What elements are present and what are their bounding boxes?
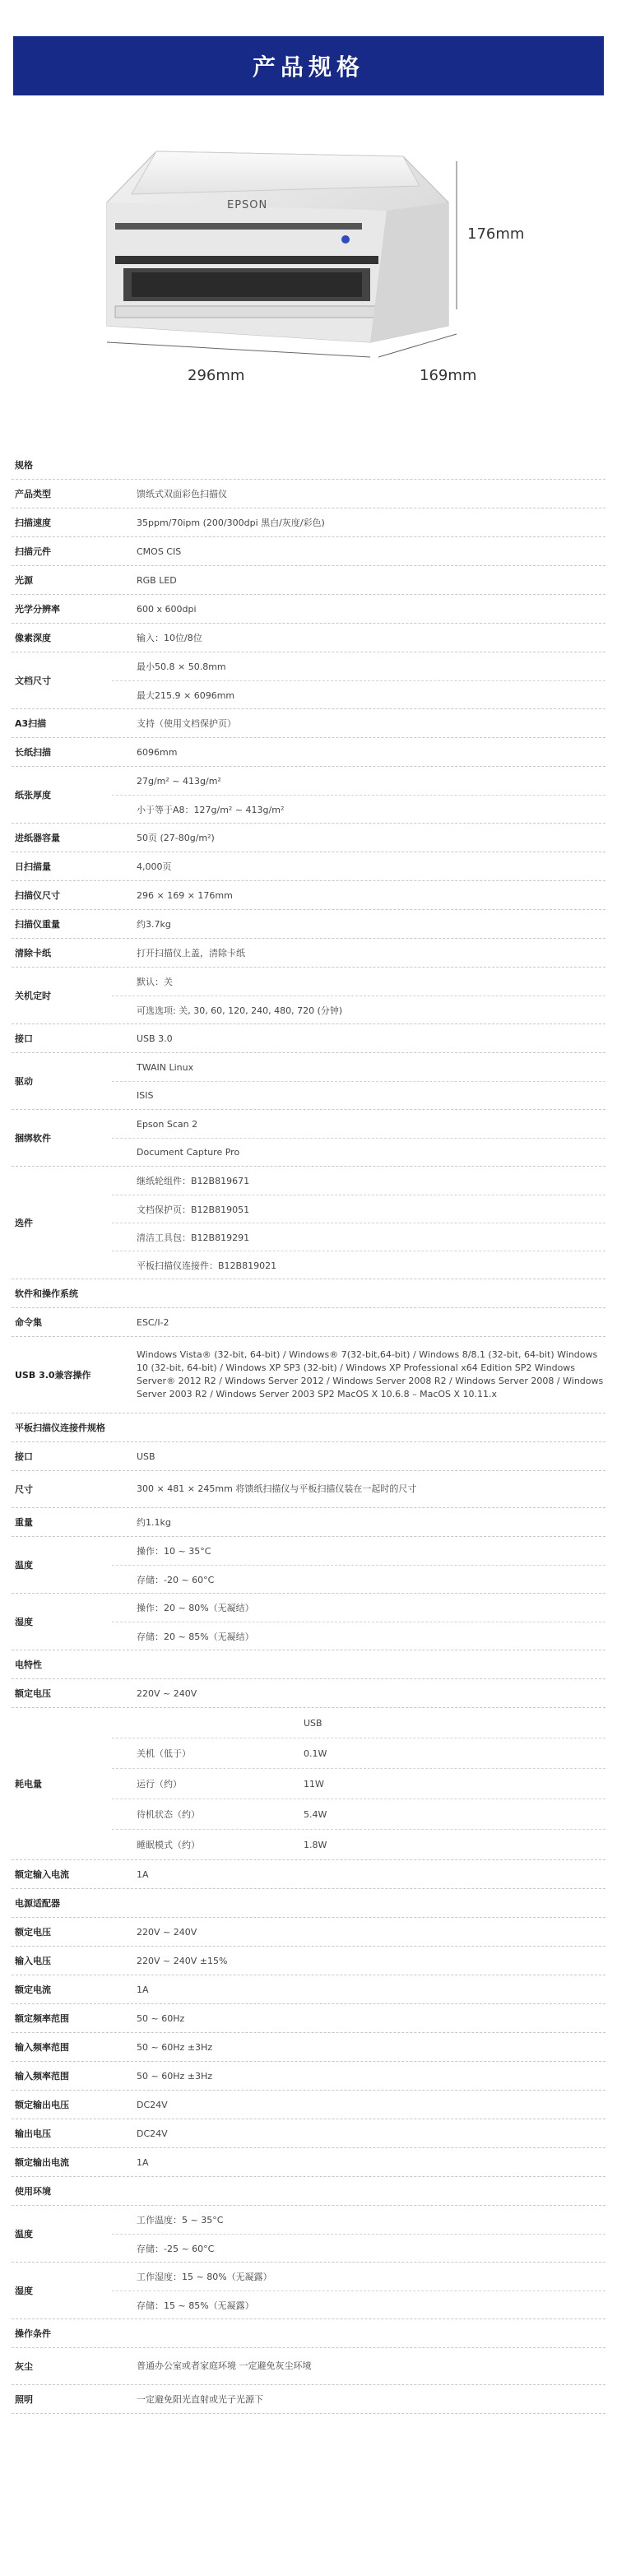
spec-values [112, 1471, 605, 1507]
spec-value: 普通办公室或者家庭环境 一定避免灰尘环境 [137, 2360, 312, 2371]
spec-values [112, 1860, 605, 1888]
spec-values [112, 1594, 605, 1650]
section-title: 使用环境 [12, 2177, 605, 2206]
power-table-header [112, 1708, 605, 1738]
spec-values [112, 1975, 605, 2003]
spec-row [12, 1053, 605, 1110]
spec-row [12, 1337, 605, 1413]
spec-values [112, 968, 605, 1023]
spec-row [12, 910, 605, 939]
spec-value: Windows Vista® (32-bit, 64-bit) / Windows® 7(32-bit,64-bit) / Windows 8/8.1 (32-bit, 64-bit) Windows 10 (32-bit, 64-bit) / Windows XP SP3 (32-bit) / Windows XP Professional x64 Edition SP2 Windows Server® 2012 R2 / Windows Server 2012 / Windows Server 2008 R2 / Windows Server 2008 / Windows Server 2003 R2 / Windows Server 2003 SP2 MacOS X 10.6.8 – MacOS X 10.11.x [137, 1349, 604, 1399]
spec-value: 220V ~ 240V ±15% [137, 1955, 228, 1966]
spec-values [112, 1167, 605, 1279]
spec-row [12, 1308, 605, 1337]
spec-label: 像素深度 [15, 633, 51, 643]
spec-label: 文档尺寸 [15, 675, 51, 686]
spec-value: 1A [137, 1868, 149, 1880]
spec-values [112, 508, 605, 536]
spec-values [112, 1110, 605, 1166]
spec-row [12, 2206, 605, 2263]
spec-label: 产品类型 [15, 489, 51, 499]
spec-value: 存储：-20 ~ 60°C [112, 1565, 605, 1593]
spec-label: 额定电压 [15, 1927, 51, 1938]
spec-label: 驱动 [15, 1076, 33, 1087]
spec-value: 27g/m² ~ 413g/m² [137, 775, 221, 787]
spec-row [12, 767, 605, 824]
power-mode: 睡眠模式（约） [137, 1840, 200, 1850]
spec-value: 50 ~ 60Hz ±3Hz [137, 2070, 213, 2082]
product-image [0, 95, 617, 418]
spec-value: 6096mm [137, 746, 178, 758]
spec-label: 输入电压 [15, 1956, 51, 1966]
spec-row [12, 881, 605, 910]
spec-value: 35ppm/70ipm (200/300dpi 黑白/灰度/彩色) [137, 518, 325, 528]
spec-values [112, 1918, 605, 1946]
spec-values [112, 2004, 605, 2032]
spec-value: 最小50.8 × 50.8mm [137, 661, 226, 672]
spec-row [12, 1471, 605, 1508]
spec-values [112, 652, 605, 708]
spec-row [12, 1679, 605, 1708]
spec-value: 50 ~ 60Hz ±3Hz [137, 2041, 213, 2053]
spec-label: 纸张厚度 [15, 790, 51, 801]
spec-value: 1A [137, 2156, 149, 2168]
spec-label: 清除卡纸 [15, 948, 51, 958]
spec-values [112, 2206, 605, 2262]
spec-value: 文档保护页：B12B819051 [112, 1195, 605, 1223]
spec-value: Epson Scan 2 [137, 1118, 198, 1130]
spec-value: 打开扫描仪上盖，清除卡纸 [137, 948, 245, 958]
spec-row [12, 480, 605, 508]
spec-value: DC24V [137, 2128, 168, 2139]
spec-label: 重量 [15, 1517, 33, 1528]
spec-row [12, 939, 605, 968]
spec-label: 光学分辨率 [15, 604, 60, 615]
spec-label: USB 3.0兼容操作 [15, 1370, 91, 1381]
spec-values [112, 881, 605, 909]
section-title: 平板扫描仪连接件规格 [12, 1413, 605, 1442]
spec-value: 约3.7kg [137, 919, 171, 930]
spec-label: 日扫描量 [15, 861, 51, 872]
spec-label: 扫描速度 [15, 518, 51, 528]
spec-label: 额定频率范围 [15, 2013, 69, 2024]
spec-values [112, 480, 605, 508]
spec-values [112, 1947, 605, 1975]
spec-value: 50页 (27-80g/m²) [137, 833, 215, 843]
spec-value: TWAIN Linux [137, 1061, 194, 1073]
power-value: 5.4W [304, 1808, 327, 1820]
scanner-illustration [0, 95, 617, 418]
spec-row [12, 1708, 605, 1860]
spec-values [112, 910, 605, 938]
spec-row [12, 1508, 605, 1537]
spec-value: 一定避免阳光直射或光子光源下 [137, 2394, 263, 2405]
spec-row [12, 852, 605, 881]
spec-values [112, 1053, 605, 1109]
spec-value: 平板扫描仪连接件：B12B819021 [112, 1251, 605, 1279]
spec-label: 接口 [15, 1451, 33, 1462]
spec-values [112, 1442, 605, 1470]
spec-values [112, 595, 605, 623]
brand-logo: EPSON [227, 199, 268, 211]
spec-row [12, 1860, 605, 1889]
spec-values [112, 2263, 605, 2318]
spec-value: 馈纸式双面彩色扫描仪 [137, 489, 227, 499]
spec-label: 耗电量 [15, 1779, 42, 1789]
spec-value: RGB LED [137, 574, 177, 586]
power-table-column: USB [304, 1717, 322, 1729]
spec-value: 存储：-25 ~ 60°C [112, 2234, 605, 2262]
spec-label: 湿度 [15, 1617, 33, 1627]
spec-value: 最大215.9 × 6096mm [112, 680, 605, 708]
spec-label: 尺寸 [15, 1484, 33, 1495]
spec-value: 清洁工具包：B12B819291 [112, 1223, 605, 1251]
spec-row [12, 508, 605, 537]
spec-label: 额定输出电压 [15, 2100, 69, 2110]
spec-label: 额定输入电流 [15, 1869, 69, 1880]
section-title: 电源适配器 [12, 1889, 605, 1918]
spec-values [112, 2091, 605, 2119]
spec-values [112, 709, 605, 737]
spec-values [112, 624, 605, 652]
spec-label: 扫描仪尺寸 [15, 890, 60, 901]
spec-value: CMOS CIS [137, 545, 182, 557]
spec-values [112, 2348, 605, 2384]
spec-row [12, 2263, 605, 2319]
power-mode: 关机（低于） [137, 1748, 191, 1759]
spec-value: 存储：20 ~ 85%（无凝结） [112, 1622, 605, 1650]
spec-values [112, 852, 605, 880]
spec-value: 工作温度：5 ~ 35°C [137, 2215, 224, 2226]
spec-value: 小于等于A8：127g/m² ~ 413g/m² [112, 795, 605, 823]
spec-value: USB [137, 1450, 155, 1462]
power-table-row [112, 1799, 605, 1829]
section-title: 规格 [12, 451, 605, 480]
spec-values [112, 1308, 605, 1336]
spec-value: 300 × 481 × 245mm 将馈纸扫描仪与平板扫描仪装在一起时的尺寸 [137, 1483, 417, 1494]
spec-row [12, 1918, 605, 1947]
spec-row [12, 537, 605, 566]
spec-row [12, 2385, 605, 2414]
spec-value: 工作湿度：15 ~ 80%（无凝露） [137, 2272, 272, 2282]
spec-row [12, 595, 605, 624]
spec-label: 光源 [15, 575, 33, 586]
spec-label: 进纸器容量 [15, 833, 60, 843]
power-value: 11W [304, 1778, 324, 1789]
width-dimension: 296mm [188, 367, 245, 384]
spec-value: 约1.1kg [137, 1517, 171, 1528]
spec-label: 温度 [15, 1560, 33, 1571]
spec-value: 继纸轮组件：B12B819671 [137, 1176, 250, 1186]
depth-dimension: 169mm [420, 367, 477, 384]
spec-label: 选件 [15, 1218, 33, 1228]
spec-row [12, 1537, 605, 1594]
spec-row [12, 824, 605, 852]
spec-values [112, 566, 605, 594]
spec-value: 支持（使用文档保护页） [137, 718, 236, 729]
spec-values [112, 1708, 605, 1859]
spec-label: 输入频率范围 [15, 2042, 69, 2053]
spec-label: 额定电压 [15, 1688, 51, 1699]
spec-row [12, 2033, 605, 2062]
spec-row [12, 2062, 605, 2091]
spec-value: 存储：15 ~ 85%（无凝露） [112, 2291, 605, 2318]
spec-values [112, 2062, 605, 2090]
spec-values [112, 2119, 605, 2147]
spec-values [112, 1337, 605, 1413]
power-mode: 待机状态（约） [137, 1809, 200, 1820]
spec-value: ESC/I-2 [137, 1316, 169, 1328]
section-title: 软件和操作系统 [12, 1279, 605, 1308]
spec-row [12, 624, 605, 652]
spec-value: USB 3.0 [137, 1033, 173, 1044]
height-dimension: 176mm [467, 225, 525, 243]
power-value: 1.8W [304, 1839, 327, 1850]
section-title: 操作条件 [12, 2319, 605, 2348]
spec-value: 296 × 169 × 176mm [137, 889, 233, 901]
spec-value: 220V ~ 240V [137, 1926, 197, 1938]
spec-row [12, 2119, 605, 2148]
power-value: 0.1W [304, 1748, 327, 1759]
spec-row [12, 968, 605, 1024]
spec-label: 接口 [15, 1033, 33, 1044]
spec-label: 温度 [15, 2229, 33, 2239]
page-title-banner [13, 36, 604, 95]
spec-values [112, 1508, 605, 1536]
spec-row [12, 566, 605, 595]
spec-label: 照明 [15, 2394, 33, 2405]
spec-label: 额定电流 [15, 1984, 51, 1995]
spec-row [12, 1442, 605, 1471]
spec-row [12, 709, 605, 738]
spec-table [12, 451, 605, 2414]
spec-label: 命令集 [15, 1317, 42, 1328]
power-mode: 运行（约） [137, 1779, 182, 1789]
spec-label: 灰尘 [15, 2361, 33, 2372]
spec-row [12, 1975, 605, 2004]
spec-row [12, 1110, 605, 1167]
spec-values [112, 939, 605, 967]
spec-label: 扫描仪重量 [15, 919, 60, 930]
section-title: 电特性 [12, 1650, 605, 1679]
spec-value: 600 x 600dpi [137, 603, 197, 615]
spec-values [112, 738, 605, 766]
spec-values [112, 1679, 605, 1707]
spec-label: 输出电压 [15, 2128, 51, 2139]
spec-row [12, 652, 605, 709]
spec-label: 关机定时 [15, 991, 51, 1001]
spec-values [112, 537, 605, 565]
spec-value: 操作：20 ~ 80%（无凝结） [137, 1603, 254, 1613]
spec-row [12, 1167, 605, 1279]
spec-value: 1A [137, 1984, 149, 1995]
spec-value: 操作：10 ~ 35°C [137, 1546, 211, 1557]
spec-label: 湿度 [15, 2286, 33, 2296]
spec-values [112, 1537, 605, 1593]
spec-row [12, 2348, 605, 2385]
spec-row [12, 738, 605, 767]
spec-values [112, 2385, 605, 2413]
spec-label: 扫描元件 [15, 546, 51, 557]
spec-value: 4,000页 [137, 861, 172, 872]
spec-row [12, 1594, 605, 1650]
spec-values [112, 2148, 605, 2176]
spec-row [12, 2004, 605, 2033]
spec-values [112, 824, 605, 852]
spec-row [12, 1024, 605, 1053]
page-title: 产品规格 [252, 53, 364, 81]
spec-row [12, 1947, 605, 1975]
spec-label: 长纸扫描 [15, 747, 51, 758]
spec-value: 可选选项: 关, 30, 60, 120, 240, 480, 720 (分钟) [112, 996, 605, 1023]
power-table-row [112, 1768, 605, 1799]
spec-row [12, 2091, 605, 2119]
spec-value: 输入：10位/8位 [137, 633, 202, 643]
power-table-row [112, 1829, 605, 1859]
power-table-row [112, 1738, 605, 1768]
spec-value: DC24V [137, 2099, 168, 2110]
spec-values [112, 2033, 605, 2061]
spec-values [112, 767, 605, 823]
spec-values [112, 1024, 605, 1052]
spec-value: 50 ~ 60Hz [137, 2012, 185, 2024]
spec-label: 额定输出电流 [15, 2157, 69, 2168]
spec-label: 捆绑软件 [15, 1133, 51, 1144]
spec-label: 输入频率范围 [15, 2071, 69, 2082]
spec-value: Document Capture Pro [112, 1138, 605, 1166]
spec-value: ISIS [112, 1081, 605, 1109]
spec-value: 默认：关 [137, 977, 173, 987]
spec-row [12, 2148, 605, 2177]
spec-label: A3扫描 [15, 718, 47, 729]
spec-value: 220V ~ 240V [137, 1687, 197, 1699]
